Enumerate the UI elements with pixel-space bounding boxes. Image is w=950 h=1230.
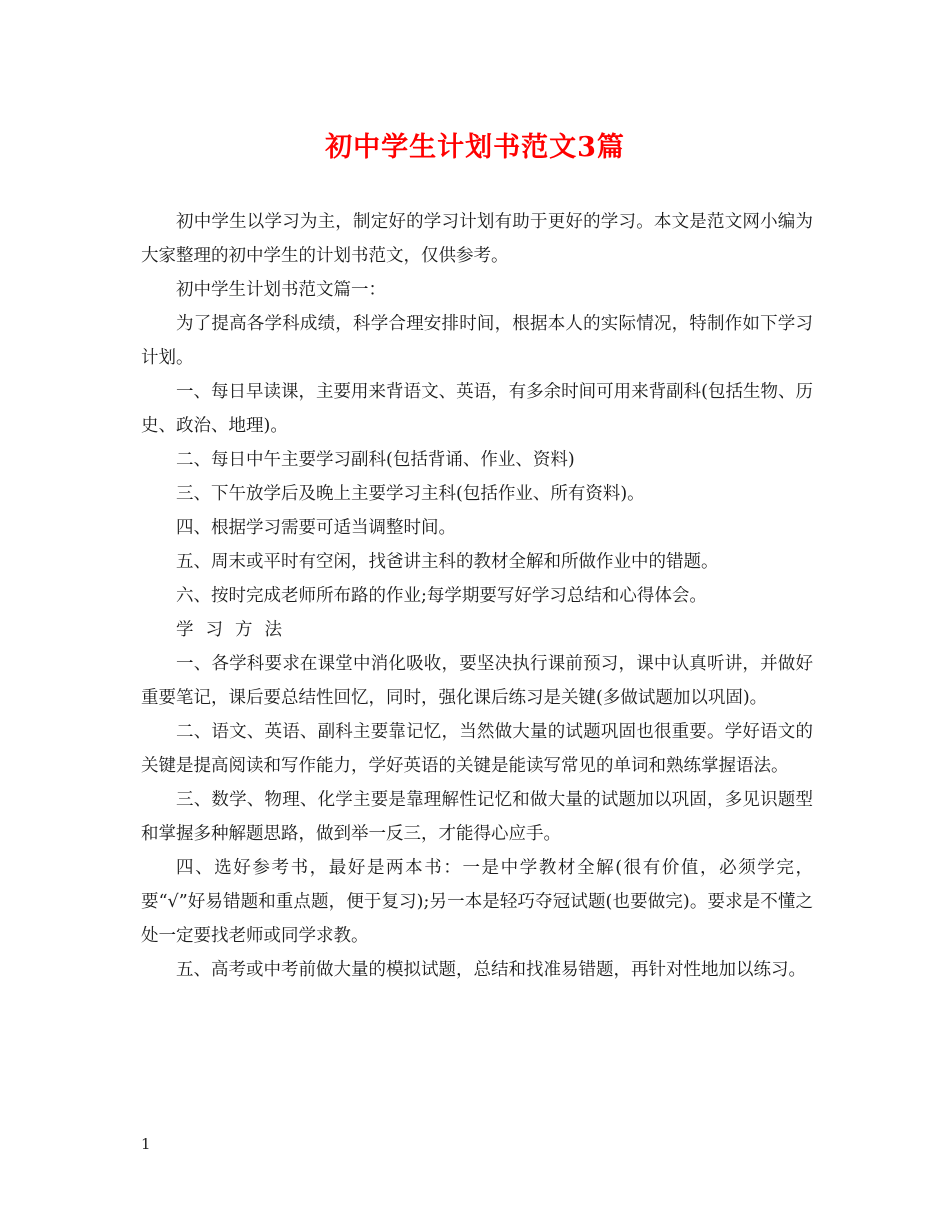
method-item-5: 五、高考或中考前做大量的模拟试题，总结和找准易错题，再针对性地加以练习。 bbox=[176, 960, 806, 980]
document-body bbox=[141, 205, 813, 987]
plan-item-6: 六、按时完成老师所布路的作业;每学期要写好学习总结和心得体会。 bbox=[176, 586, 707, 606]
method-item-3: 三、数学、物理、化学主要是靠理解性记忆和做大量的试题加以巩固，多见识题型和掌握多种解题思路，做到举一反三，才能得心应手。 bbox=[141, 790, 813, 844]
page-number: 1 bbox=[141, 1135, 151, 1153]
plan-item-5: 五、周末或平时有空闲，找爸讲主科的教材全解和所做作业中的错题。 bbox=[176, 552, 719, 572]
paragraph-purpose: 为了提高各学科成绩，科学合理安排时间，根据本人的实际情况，特制作如下学习计划。 bbox=[141, 314, 813, 368]
section-heading-study-methods: 学习方法 bbox=[176, 620, 294, 640]
plan-item-3: 三、下午放学后及晚上主要学习主科(包括作业、所有资料)。 bbox=[176, 484, 645, 504]
plan-item-2: 二、每日中午主要学习副科(包括背诵、作业、资料) bbox=[176, 450, 575, 470]
method-item-1: 一、各学科要求在课堂中消化吸收，要坚决执行课前预习，课中认真听讲，并做好重要笔记，课后要总结性回忆，同时，强化课后练习是关键(多做试题加以巩固)。 bbox=[141, 654, 813, 708]
document-title: 初中学生计划书范文3篇 bbox=[325, 132, 625, 163]
method-item-4: 四、选好参考书，最好是两本书：一是中学教材全解(很有价值，必须学完，要“√”好易错题和重点题，便于复习);另一本是轻巧夺冠试题(也要做完)。要求是不懂之处一定要找老师或同学求教。 bbox=[141, 858, 813, 946]
method-item-2: 二、语文、英语、副科主要靠记忆，当然做大量的试题巩固也很重要。学好语文的关键是提高阅读和写作能力，学好英语的关键是能读写常见的单词和熟练掌握语法。 bbox=[141, 722, 813, 776]
section-heading-sample-one: 初中学生计划书范文篇一： bbox=[176, 280, 386, 300]
plan-item-4: 四、根据学习需要可适当调整时间。 bbox=[176, 518, 456, 538]
intro-paragraph: 初中学生以学习为主，制定好的学习计划有助于更好的学习。本文是范文网小编为大家整理的初中学生的计划书范文，仅供参考。 bbox=[141, 212, 813, 266]
plan-item-1: 一、每日早读课，主要用来背语文、英语，有多余时间可用来背副科(包括生物、历史、政治、地理)。 bbox=[141, 382, 813, 436]
